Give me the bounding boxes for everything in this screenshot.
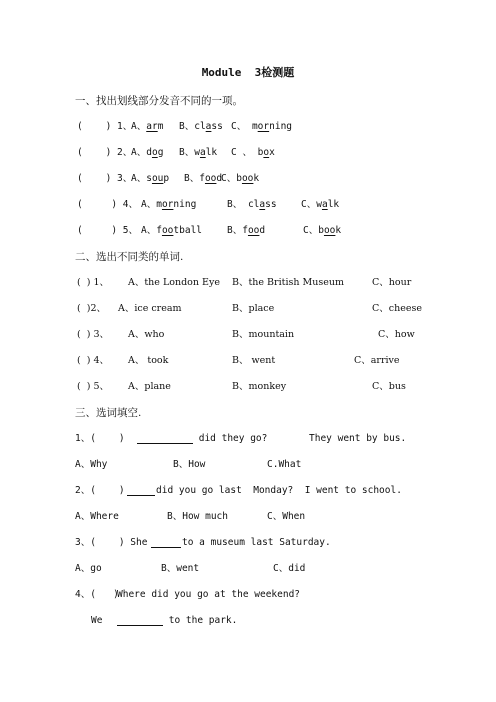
section-2-heading: 二、选出不同类的单词. xyxy=(75,251,184,263)
s2-item-1: ( ) 1、 A、the London Eye B、the British Museum C、hour xyxy=(77,277,412,288)
s3-q4: 4、( ) Where did you go at the weekend? xyxy=(75,589,301,600)
s1-item-4: ( ) 4、 A、morning B、 class C、walk xyxy=(77,199,340,210)
s1-item-1: ( ) 1、 A、arm B、class C、 morning xyxy=(77,121,293,132)
section-1-heading: 一、找出划线部分发音不同的一项。 xyxy=(75,95,243,107)
page-title: Module 3检测题 xyxy=(201,66,295,79)
answer-blank[interactable] xyxy=(137,432,193,444)
section-3-heading: 三、选词填空. xyxy=(75,407,142,419)
s1-item-2: ( ) 2、 A、dog B、walk C 、 box xyxy=(77,147,275,158)
s3-q1: 1、( ) did they go? They went by bus. xyxy=(75,433,407,444)
s3-q4-answer: We to the park. xyxy=(91,615,238,626)
s3-q3: 3、( ) She to a museum last Saturday. xyxy=(75,537,331,548)
s2-item-4: ( ) 4、 A、 took B、 went C、arrive xyxy=(77,355,400,366)
s1-item-5: ( ) 5、 A、football B、food C、book xyxy=(77,225,342,236)
s3-q1-options: A、Why B、How C.What xyxy=(75,459,302,470)
answer-blank[interactable] xyxy=(151,536,181,548)
s2-item-5: ( ) 5、 A、plane B、monkey C、bus xyxy=(77,381,406,392)
s3-q2-options: A、Where B、How much C、When xyxy=(75,511,306,522)
s1-item-3: ( ) 3、 A、soup B、food C、book xyxy=(77,173,260,184)
answer-blank[interactable] xyxy=(127,484,155,496)
s3-q2: 2、( ) did you go last Monday? I went to school. xyxy=(75,485,402,496)
s2-item-3: ( ) 3、 A、who B、mountain C、how xyxy=(77,329,415,340)
s3-q3-options: A、go B、went C、did xyxy=(75,563,306,574)
s2-item-2: ( )2、 A、ice cream B、place C、cheese xyxy=(77,303,422,314)
answer-blank[interactable] xyxy=(117,614,163,626)
